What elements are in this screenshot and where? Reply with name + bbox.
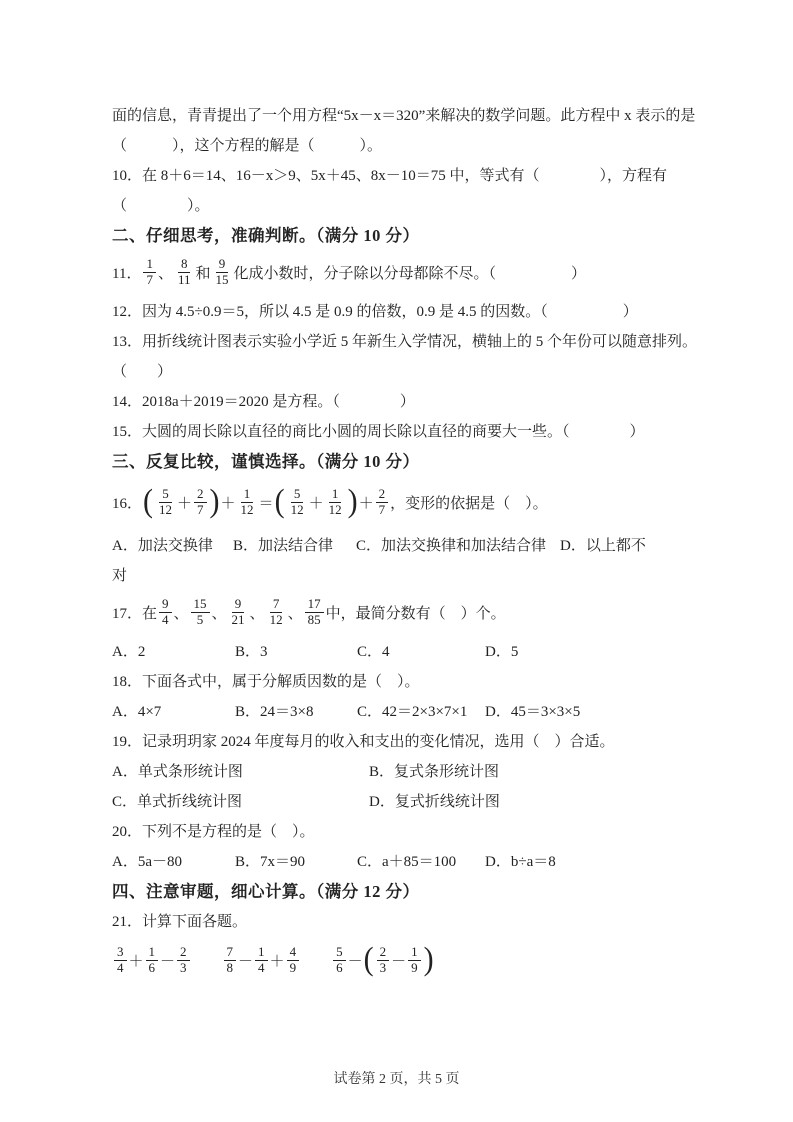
q20-options [112, 845, 692, 875]
fraction: $\frac{7}{8}$ [224, 945, 237, 976]
expression [331, 941, 435, 978]
big-paren: ) [347, 483, 358, 520]
text-run: 、 [173, 605, 189, 622]
text-run: 中，最简分数有（ ）个。 [325, 605, 506, 622]
text-run: 17．在 [112, 605, 158, 622]
text-run: 21．计算下面各题。 [112, 913, 248, 930]
fraction: $\frac{2}{7}$ [194, 487, 207, 518]
text-run: （ ）。 [112, 197, 210, 214]
fraction: $\frac{9}{21}$ [231, 595, 245, 627]
q19-options-cd [112, 785, 692, 815]
text-run: ＋ [128, 953, 144, 970]
option-item: C．加法交换律和加法结合律 [356, 537, 547, 554]
q13-line-1 [112, 325, 698, 355]
option-item: D．45＝3×3×5 [485, 703, 581, 720]
page-footer: 试卷第 2 页，共 5 页 [333, 1072, 460, 1087]
text-run: 14．2018a＋2019＝2020 是方程。（ ） [112, 393, 415, 410]
fraction: $\frac{1}{6}$ [146, 945, 159, 976]
text-run: ＋ [220, 495, 236, 512]
option-item: A．加法交换律 [112, 537, 213, 554]
q17 [112, 589, 692, 635]
text-run: － [238, 953, 254, 970]
text-run: 19．记录玥玥家 2024 年度每月的收入和支出的变化情况，选用（ ）合适。 [112, 733, 615, 750]
text-run: ＝ [258, 495, 274, 512]
expression [222, 945, 302, 976]
fraction: $\frac{2}{3}$ [177, 945, 190, 976]
section-3-heading [112, 445, 692, 475]
text-run: 对 [112, 567, 128, 584]
text-run: 11． [112, 265, 142, 282]
big-paren: ) [209, 483, 220, 520]
text-run: ＋ [269, 953, 285, 970]
option-item: B．7x＝90 [235, 853, 306, 870]
q19 [112, 725, 692, 755]
q10-line-2 [112, 189, 692, 219]
fraction: $\frac{3}{4}$ [114, 945, 127, 976]
text-run: 、 [249, 605, 265, 622]
q15 [112, 415, 692, 445]
text-run: （ ） [112, 363, 173, 380]
text-run: ，变形的依据是（ ）。 [390, 495, 548, 512]
text-run: 13．用折线统计图表示实验小学近 5 年新生入学情况，横轴上的 5 个年份可以随意排列。 [112, 333, 698, 350]
text-run: 15．大圆的周长除以直径的商比小圆的周长除以直径的商要大一些。（ ） [112, 423, 645, 440]
q10-line-1 [112, 159, 692, 189]
text-run: 18．下面各式中，属于分解质因数的是（ ）。 [112, 673, 420, 690]
option-item: D．复式折线统计图 [369, 793, 500, 810]
option-item: C．4 [357, 643, 390, 660]
option-item: A．5a－80 [112, 853, 182, 870]
text-run: 、 [157, 265, 173, 282]
q11 [112, 249, 692, 295]
q17-options [112, 635, 692, 665]
q16-options-wrap [112, 559, 692, 589]
fraction: $\frac{1}{7}$ [143, 257, 156, 288]
text-run: ＋ [177, 495, 193, 512]
text-run: － [347, 953, 363, 970]
option-item: C．a＋85＝100 [357, 853, 457, 870]
fraction: $\frac{15}{5}$ [191, 597, 210, 628]
q9-line-2 [112, 129, 692, 159]
q21 [112, 905, 692, 935]
fraction: $\frac{4}{9}$ [287, 945, 300, 976]
fraction: $\frac{9}{15}$ [215, 255, 229, 287]
q18-options [112, 695, 692, 725]
big-paren: ( [363, 941, 374, 978]
option-item: C．42＝2×3×7×1 [357, 703, 468, 720]
q9-line-1 [112, 99, 696, 129]
option-item: D．b÷a＝8 [485, 853, 556, 870]
q13-line-2 [112, 355, 692, 385]
big-paren: ( [274, 483, 285, 520]
text-run: 10．在 8＋6＝14、16－x＞9、5x＋45、8x－10＝75 中，等式有（ ），方程有 [112, 167, 668, 184]
q21-expressions [112, 935, 692, 985]
fraction: $\frac{5}{6}$ [333, 945, 346, 976]
q14 [112, 385, 692, 415]
fraction: $\frac{5}{12}$ [159, 485, 173, 517]
option-item: A．4×7 [112, 703, 162, 720]
document-body [112, 99, 698, 985]
option-item: B．加法结合律 [233, 537, 334, 554]
text-run: 12．因为 4.5÷0.9＝5，所以 4.5 是 0.9 的倍数，0.9 是 4.5 的因数。（ ） [112, 303, 638, 320]
option-item: C．单式折线统计图 [112, 793, 243, 810]
text-run: 三、反复比较，谨慎选择。（满分 10 分） [112, 452, 420, 471]
option-item: D．5 [485, 643, 519, 660]
q12 [112, 295, 692, 325]
text-run: 面的信息，青青提出了一个用方程“5x－x＝320”来解决的数学问题。此方程中 x 表示的是 [112, 107, 696, 124]
option-item: A．单式条形统计图 [112, 763, 243, 780]
text-run: － [391, 953, 407, 970]
option-item: B．复式条形统计图 [369, 763, 500, 780]
text-run: 二、仔细思考，准确判断。（满分 10 分） [112, 226, 420, 245]
section-2-heading [112, 219, 692, 249]
big-paren: ( [143, 483, 154, 520]
option-item: D．以上都不 [560, 537, 646, 554]
text-run: 和 [195, 265, 211, 282]
text-run: 16． [112, 495, 143, 512]
fraction: $\frac{2}{7}$ [376, 487, 389, 518]
fraction: $\frac{7}{12}$ [269, 595, 283, 627]
fraction: $\frac{9}{4}$ [159, 597, 172, 628]
text-run: 、 [287, 605, 303, 622]
fraction: $\frac{17}{85}$ [305, 597, 324, 628]
fraction: $\frac{1}{12}$ [328, 485, 342, 517]
q18 [112, 665, 692, 695]
text-run: （ ），这个方程的解是（ ）。 [112, 137, 383, 154]
option-item: B．24＝3×8 [235, 703, 314, 720]
q20 [112, 815, 692, 845]
expression [112, 945, 192, 976]
fraction: $\frac{2}{3}$ [377, 945, 390, 976]
q16-options [112, 529, 692, 559]
text-run: ＋ [358, 495, 374, 512]
big-paren: ) [423, 941, 434, 978]
q19-options-ab [112, 755, 692, 785]
text-run: 、 [211, 605, 227, 622]
fraction: $\frac{1}{12}$ [240, 485, 254, 517]
option-item: A．2 [112, 643, 146, 660]
fraction: $\frac{8}{11}$ [177, 255, 191, 287]
q16 [112, 475, 692, 529]
text-run: － [160, 953, 176, 970]
fraction: $\frac{1}{9}$ [408, 945, 421, 976]
fraction: $\frac{5}{12}$ [290, 485, 304, 517]
section-4-heading [112, 875, 692, 905]
fraction: $\frac{1}{4}$ [255, 945, 268, 976]
text-run: 20．下列不是方程的是（ ）。 [112, 823, 315, 840]
option-item: B．3 [235, 643, 268, 660]
text-run: 四、注意审题，细心计算。（满分 12 分） [112, 882, 420, 901]
text-run: 化成小数时，分子除以分母都除不尽。（ ） [233, 265, 587, 282]
text-run: ＋ [308, 495, 324, 512]
